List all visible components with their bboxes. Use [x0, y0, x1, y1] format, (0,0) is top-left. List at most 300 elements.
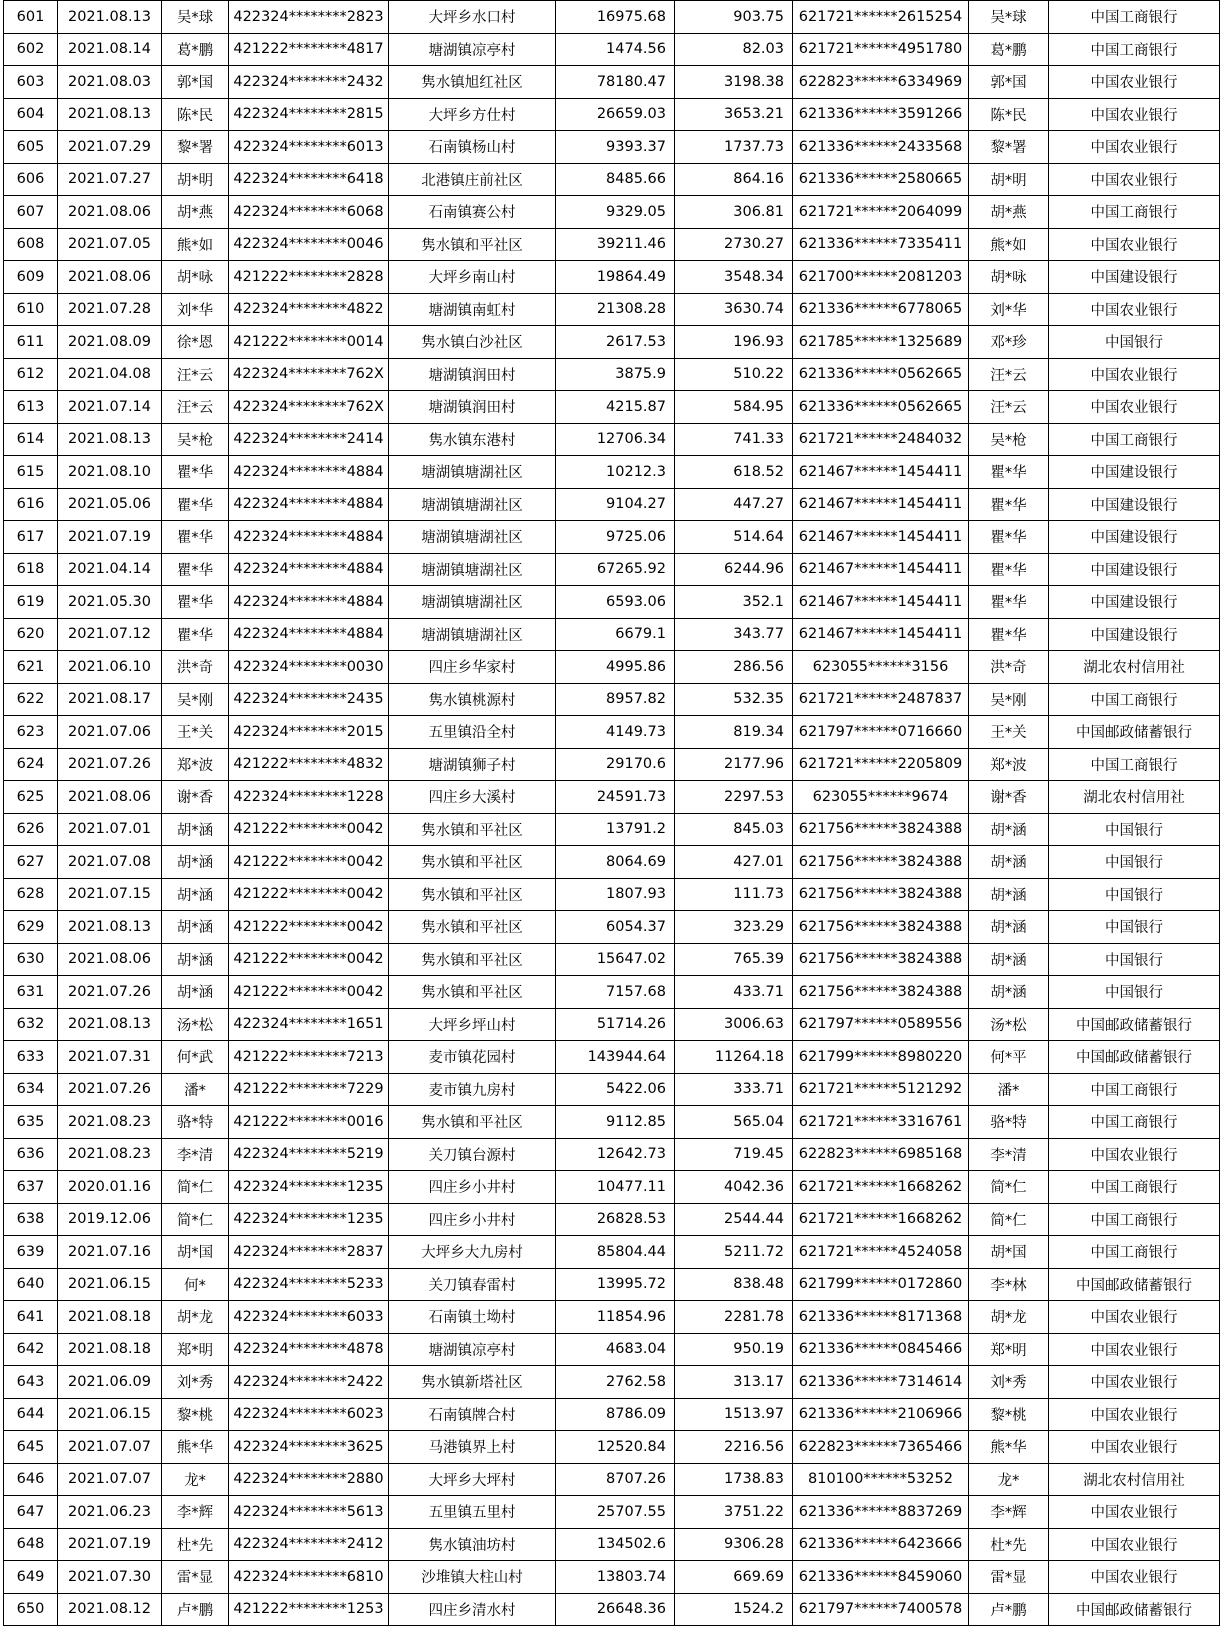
cell-amount: 16975.68: [556, 1, 675, 34]
cell-name: 瞿*华: [162, 586, 229, 619]
cell-account-holder: 王*关: [969, 716, 1049, 749]
cell-name: 胡*涵: [162, 878, 229, 911]
cell-account: 621721******3316761: [793, 1106, 969, 1139]
cell-seq: 623: [4, 716, 58, 749]
cell-account: 621756******3824388: [793, 878, 969, 911]
cell-subsidy: 565.04: [675, 1106, 793, 1139]
cell-subsidy: 2730.27: [675, 228, 793, 261]
cell-date: 2021.06.15: [58, 1268, 162, 1301]
cell-account: 621756******3824388: [793, 911, 969, 944]
cell-subsidy: 514.64: [675, 521, 793, 554]
table-row: [4, 1463, 1220, 1496]
cell-subsidy: 447.27: [675, 488, 793, 521]
cell-id-number: 422324********6068: [229, 196, 389, 229]
cell-address: 大坪乡大坪村: [389, 1463, 556, 1496]
cell-amount: 9112.85: [556, 1106, 675, 1139]
cell-account: 621721******1668262: [793, 1203, 969, 1236]
cell-address: 隽水镇旭红社区: [389, 66, 556, 99]
cell-subsidy: 427.01: [675, 846, 793, 879]
cell-account: 621336******7314614: [793, 1366, 969, 1399]
cell-date: 2021.04.14: [58, 553, 162, 586]
cell-bank: 中国银行: [1049, 846, 1220, 879]
cell-address: 隽水镇新塔社区: [389, 1366, 556, 1399]
cell-seq: 624: [4, 748, 58, 781]
cell-bank: 中国农业银行: [1049, 163, 1220, 196]
cell-id-number: 422324********5219: [229, 1138, 389, 1171]
cell-account-holder: 黎*署: [969, 131, 1049, 164]
cell-address: 石南镇土坳村: [389, 1301, 556, 1334]
cell-account-holder: 汪*云: [969, 358, 1049, 391]
cell-name: 简*仁: [162, 1171, 229, 1204]
table-row: [4, 586, 1220, 619]
cell-amount: 4995.86: [556, 651, 675, 684]
cell-date: 2021.07.28: [58, 293, 162, 326]
table-row: [4, 651, 1220, 684]
table-row: [4, 131, 1220, 164]
cell-account: 621721******4951780: [793, 33, 969, 66]
cell-address: 关刀镇春雷村: [389, 1268, 556, 1301]
cell-address: 大坪乡大九房村: [389, 1236, 556, 1269]
table-row: [4, 781, 1220, 814]
cell-seq: 613: [4, 391, 58, 424]
cell-account: 621721******2484032: [793, 423, 969, 456]
cell-account-holder: 吴*球: [969, 1, 1049, 34]
cell-account: 621336******8837269: [793, 1496, 969, 1529]
cell-id-number: 421222********0042: [229, 846, 389, 879]
cell-account-holder: 胡*明: [969, 163, 1049, 196]
cell-bank: 中国农业银行: [1049, 1366, 1220, 1399]
cell-id-number: 422324********2422: [229, 1366, 389, 1399]
cell-seq: 616: [4, 488, 58, 521]
cell-id-number: 422324********4822: [229, 293, 389, 326]
cell-amount: 134502.6: [556, 1528, 675, 1561]
cell-subsidy: 819.34: [675, 716, 793, 749]
cell-seq: 608: [4, 228, 58, 261]
cell-name: 刘*秀: [162, 1366, 229, 1399]
cell-amount: 13995.72: [556, 1268, 675, 1301]
cell-account-holder: 胡*涵: [969, 813, 1049, 846]
cell-date: 2021.08.13: [58, 1, 162, 34]
cell-address: 塘湖镇塘湖社区: [389, 488, 556, 521]
cell-amount: 6593.06: [556, 586, 675, 619]
cell-amount: 21308.28: [556, 293, 675, 326]
cell-date: 2021.07.26: [58, 976, 162, 1009]
cell-id-number: 422324********0046: [229, 228, 389, 261]
table-row: [4, 878, 1220, 911]
cell-name: 胡*国: [162, 1236, 229, 1269]
table-row: [4, 358, 1220, 391]
cell-id-number: 421222********0042: [229, 813, 389, 846]
cell-subsidy: 950.19: [675, 1333, 793, 1366]
cell-date: 2021.08.18: [58, 1333, 162, 1366]
cell-date: 2021.07.26: [58, 1073, 162, 1106]
cell-id-number: 422324********2432: [229, 66, 389, 99]
cell-amount: 11854.96: [556, 1301, 675, 1334]
cell-name: 黎*署: [162, 131, 229, 164]
cell-address: 隽水镇和平社区: [389, 943, 556, 976]
cell-subsidy: 4042.36: [675, 1171, 793, 1204]
cell-name: 葛*鹏: [162, 33, 229, 66]
cell-id-number: 422324********6023: [229, 1398, 389, 1431]
cell-account: 621467******1454411: [793, 521, 969, 554]
cell-name: 何*: [162, 1268, 229, 1301]
cell-account-holder: 李*辉: [969, 1496, 1049, 1529]
table-row: [4, 813, 1220, 846]
cell-id-number: 421222********0042: [229, 976, 389, 1009]
cell-date: 2021.07.14: [58, 391, 162, 424]
cell-bank: 中国建设银行: [1049, 456, 1220, 489]
cell-bank: 湖北农村信用社: [1049, 651, 1220, 684]
cell-seq: 630: [4, 943, 58, 976]
data-table: [3, 0, 1220, 1626]
cell-bank: 中国建设银行: [1049, 488, 1220, 521]
cell-seq: 619: [4, 586, 58, 619]
cell-address: 四庄乡华家村: [389, 651, 556, 684]
cell-amount: 78180.47: [556, 66, 675, 99]
cell-address: 隽水镇和平社区: [389, 228, 556, 261]
cell-subsidy: 2216.56: [675, 1431, 793, 1464]
cell-bank: 湖北农村信用社: [1049, 781, 1220, 814]
cell-address: 麦市镇九房村: [389, 1073, 556, 1106]
cell-bank: 中国邮政储蓄银行: [1049, 1041, 1220, 1074]
table-body: [4, 1, 1220, 1626]
cell-name: 吴*刚: [162, 683, 229, 716]
cell-name: 胡*燕: [162, 196, 229, 229]
cell-bank: 中国银行: [1049, 943, 1220, 976]
cell-account-holder: 黎*桃: [969, 1398, 1049, 1431]
cell-id-number: 422324********6418: [229, 163, 389, 196]
cell-id-number: 422324********4884: [229, 618, 389, 651]
cell-bank: 中国农业银行: [1049, 1431, 1220, 1464]
cell-subsidy: 323.29: [675, 911, 793, 944]
cell-address: 沙堆镇大柱山村: [389, 1561, 556, 1594]
cell-subsidy: 1738.83: [675, 1463, 793, 1496]
cell-subsidy: 3548.34: [675, 261, 793, 294]
cell-bank: 中国农业银行: [1049, 1138, 1220, 1171]
cell-seq: 614: [4, 423, 58, 456]
cell-account: 621721******2615254: [793, 1, 969, 34]
cell-account-holder: 郭*国: [969, 66, 1049, 99]
cell-account-holder: 郑*波: [969, 748, 1049, 781]
cell-id-number: 421222********0014: [229, 326, 389, 359]
cell-date: 2021.05.30: [58, 586, 162, 619]
cell-address: 隽水镇桃源村: [389, 683, 556, 716]
cell-address: 麦市镇花园村: [389, 1041, 556, 1074]
table-row: [4, 66, 1220, 99]
cell-name: 汤*松: [162, 1008, 229, 1041]
cell-seq: 649: [4, 1561, 58, 1594]
cell-amount: 26828.53: [556, 1203, 675, 1236]
cell-bank: 中国建设银行: [1049, 521, 1220, 554]
cell-name: 黎*桃: [162, 1398, 229, 1431]
cell-account-holder: 熊*如: [969, 228, 1049, 261]
cell-name: 胡*涵: [162, 846, 229, 879]
cell-date: 2021.07.31: [58, 1041, 162, 1074]
cell-subsidy: 5211.72: [675, 1236, 793, 1269]
cell-account-holder: 胡*涵: [969, 911, 1049, 944]
cell-subsidy: 845.03: [675, 813, 793, 846]
cell-account: 622823******6334969: [793, 66, 969, 99]
cell-account: 622823******6985168: [793, 1138, 969, 1171]
cell-id-number: 422324********3625: [229, 1431, 389, 1464]
cell-id-number: 422324********4884: [229, 521, 389, 554]
cell-id-number: 422324********4884: [229, 488, 389, 521]
cell-date: 2021.06.15: [58, 1398, 162, 1431]
cell-account: 621721******2205809: [793, 748, 969, 781]
cell-bank: 中国农业银行: [1049, 293, 1220, 326]
cell-subsidy: 352.1: [675, 586, 793, 619]
cell-account: 621756******3824388: [793, 976, 969, 1009]
cell-account: 621799******0172860: [793, 1268, 969, 1301]
cell-seq: 632: [4, 1008, 58, 1041]
cell-address: 塘湖镇塘湖社区: [389, 521, 556, 554]
cell-date: 2021.08.13: [58, 911, 162, 944]
cell-seq: 604: [4, 98, 58, 131]
cell-account-holder: 瞿*华: [969, 618, 1049, 651]
cell-address: 大坪乡坪山村: [389, 1008, 556, 1041]
cell-account: 621785******1325689: [793, 326, 969, 359]
cell-date: 2020.01.16: [58, 1171, 162, 1204]
cell-bank: 中国建设银行: [1049, 553, 1220, 586]
cell-name: 徐*恩: [162, 326, 229, 359]
cell-account: 621721******2487837: [793, 683, 969, 716]
cell-address: 大坪乡南山村: [389, 261, 556, 294]
cell-subsidy: 82.03: [675, 33, 793, 66]
cell-date: 2021.07.27: [58, 163, 162, 196]
cell-subsidy: 765.39: [675, 943, 793, 976]
cell-account: 623055******3156: [793, 651, 969, 684]
cell-subsidy: 2297.53: [675, 781, 793, 814]
cell-seq: 629: [4, 911, 58, 944]
cell-account: 621756******3824388: [793, 846, 969, 879]
cell-account: 621721******2064099: [793, 196, 969, 229]
cell-amount: 24591.73: [556, 781, 675, 814]
cell-account-holder: 龙*: [969, 1463, 1049, 1496]
cell-date: 2021.06.23: [58, 1496, 162, 1529]
cell-address: 隽水镇和平社区: [389, 878, 556, 911]
cell-account: 621797******7400578: [793, 1593, 969, 1626]
cell-id-number: 422324********2837: [229, 1236, 389, 1269]
cell-seq: 609: [4, 261, 58, 294]
cell-account: 621756******3824388: [793, 943, 969, 976]
cell-id-number: 422324********1228: [229, 781, 389, 814]
cell-account: 621336******2106966: [793, 1398, 969, 1431]
cell-subsidy: 838.48: [675, 1268, 793, 1301]
cell-address: 关刀镇台源村: [389, 1138, 556, 1171]
cell-date: 2021.08.03: [58, 66, 162, 99]
cell-seq: 617: [4, 521, 58, 554]
cell-seq: 637: [4, 1171, 58, 1204]
cell-seq: 635: [4, 1106, 58, 1139]
cell-name: 潘*: [162, 1073, 229, 1106]
cell-date: 2021.07.05: [58, 228, 162, 261]
table-row: [4, 618, 1220, 651]
cell-date: 2021.07.06: [58, 716, 162, 749]
cell-name: 瞿*华: [162, 521, 229, 554]
cell-subsidy: 1513.97: [675, 1398, 793, 1431]
cell-seq: 621: [4, 651, 58, 684]
table-row: [4, 1398, 1220, 1431]
cell-name: 骆*特: [162, 1106, 229, 1139]
cell-id-number: 422324********5233: [229, 1268, 389, 1301]
cell-bank: 中国工商银行: [1049, 423, 1220, 456]
cell-bank: 中国银行: [1049, 813, 1220, 846]
cell-name: 胡*咏: [162, 261, 229, 294]
cell-date: 2021.07.19: [58, 1528, 162, 1561]
cell-address: 五里镇五里村: [389, 1496, 556, 1529]
table-row: [4, 1301, 1220, 1334]
cell-name: 郑*明: [162, 1333, 229, 1366]
cell-account-holder: 胡*涵: [969, 976, 1049, 1009]
cell-address: 塘湖镇狮子村: [389, 748, 556, 781]
cell-date: 2021.08.06: [58, 781, 162, 814]
cell-account: 621797******0716660: [793, 716, 969, 749]
cell-name: 熊*华: [162, 1431, 229, 1464]
cell-account: 621797******0589556: [793, 1008, 969, 1041]
cell-bank: 中国建设银行: [1049, 261, 1220, 294]
cell-name: 汪*云: [162, 391, 229, 424]
cell-subsidy: 333.71: [675, 1073, 793, 1106]
cell-id-number: 422324********1651: [229, 1008, 389, 1041]
cell-account: 621799******8980220: [793, 1041, 969, 1074]
cell-seq: 633: [4, 1041, 58, 1074]
table-row: [4, 1106, 1220, 1139]
table-row: [4, 423, 1220, 456]
cell-bank: 中国邮政储蓄银行: [1049, 716, 1220, 749]
cell-seq: 650: [4, 1593, 58, 1626]
cell-account-holder: 杜*先: [969, 1528, 1049, 1561]
cell-subsidy: 196.93: [675, 326, 793, 359]
cell-seq: 606: [4, 163, 58, 196]
cell-amount: 7157.68: [556, 976, 675, 1009]
cell-address: 隽水镇东港村: [389, 423, 556, 456]
cell-subsidy: 532.35: [675, 683, 793, 716]
cell-amount: 15647.02: [556, 943, 675, 976]
cell-id-number: 422324********6013: [229, 131, 389, 164]
cell-amount: 8957.82: [556, 683, 675, 716]
cell-amount: 8064.69: [556, 846, 675, 879]
cell-name: 瞿*华: [162, 456, 229, 489]
cell-id-number: 422324********1235: [229, 1171, 389, 1204]
cell-address: 石南镇赛公村: [389, 196, 556, 229]
cell-id-number: 422324********1235: [229, 1203, 389, 1236]
cell-account-holder: 骆*特: [969, 1106, 1049, 1139]
cell-address: 隽水镇和平社区: [389, 846, 556, 879]
cell-id-number: 422324********0030: [229, 651, 389, 684]
cell-id-number: 421222********7213: [229, 1041, 389, 1074]
cell-address: 四庄乡小井村: [389, 1203, 556, 1236]
cell-account-holder: 胡*燕: [969, 196, 1049, 229]
cell-account: 621336******8459060: [793, 1561, 969, 1594]
cell-bank: 湖北农村信用社: [1049, 1463, 1220, 1496]
table-row: [4, 943, 1220, 976]
cell-subsidy: 6244.96: [675, 553, 793, 586]
cell-bank: 中国农业银行: [1049, 1528, 1220, 1561]
cell-account-holder: 瞿*华: [969, 553, 1049, 586]
table-row: [4, 553, 1220, 586]
cell-account: 621700******2081203: [793, 261, 969, 294]
cell-seq: 643: [4, 1366, 58, 1399]
cell-id-number: 422324********4884: [229, 456, 389, 489]
cell-account-holder: 瞿*华: [969, 488, 1049, 521]
cell-account: 623055******9674: [793, 781, 969, 814]
cell-seq: 611: [4, 326, 58, 359]
cell-seq: 646: [4, 1463, 58, 1496]
cell-account-holder: 吴*枪: [969, 423, 1049, 456]
cell-account-holder: 简*仁: [969, 1171, 1049, 1204]
table-row: [4, 911, 1220, 944]
cell-seq: 610: [4, 293, 58, 326]
cell-address: 五里镇沿全村: [389, 716, 556, 749]
cell-subsidy: 741.33: [675, 423, 793, 456]
cell-amount: 1807.93: [556, 878, 675, 911]
cell-seq: 618: [4, 553, 58, 586]
cell-subsidy: 1737.73: [675, 131, 793, 164]
cell-account-holder: 陈*民: [969, 98, 1049, 131]
cell-account-holder: 简*仁: [969, 1203, 1049, 1236]
cell-account: 621336******7335411: [793, 228, 969, 261]
cell-account: 621336******2433568: [793, 131, 969, 164]
table-row: [4, 716, 1220, 749]
cell-seq: 636: [4, 1138, 58, 1171]
cell-date: 2021.08.23: [58, 1106, 162, 1139]
cell-account: 621721******1668262: [793, 1171, 969, 1204]
cell-account: 621336******0562665: [793, 391, 969, 424]
cell-amount: 4683.04: [556, 1333, 675, 1366]
cell-account: 621336******0562665: [793, 358, 969, 391]
cell-name: 胡*明: [162, 163, 229, 196]
cell-bank: 中国邮政储蓄银行: [1049, 1008, 1220, 1041]
cell-account-holder: 胡*涵: [969, 846, 1049, 879]
cell-bank: 中国工商银行: [1049, 1171, 1220, 1204]
cell-name: 郑*波: [162, 748, 229, 781]
cell-bank: 中国农业银行: [1049, 1398, 1220, 1431]
cell-name: 胡*涵: [162, 943, 229, 976]
table-row: [4, 261, 1220, 294]
cell-amount: 2762.58: [556, 1366, 675, 1399]
cell-id-number: 421222********0016: [229, 1106, 389, 1139]
cell-account-holder: 瞿*华: [969, 456, 1049, 489]
cell-address: 塘湖镇塘湖社区: [389, 553, 556, 586]
cell-bank: 中国农业银行: [1049, 98, 1220, 131]
cell-seq: 627: [4, 846, 58, 879]
cell-seq: 628: [4, 878, 58, 911]
cell-amount: 67265.92: [556, 553, 675, 586]
cell-subsidy: 618.52: [675, 456, 793, 489]
cell-address: 隽水镇和平社区: [389, 813, 556, 846]
cell-account-holder: 胡*涵: [969, 878, 1049, 911]
cell-name: 吴*枪: [162, 423, 229, 456]
cell-account-holder: 郑*明: [969, 1333, 1049, 1366]
cell-amount: 4215.87: [556, 391, 675, 424]
cell-bank: 中国银行: [1049, 878, 1220, 911]
cell-subsidy: 313.17: [675, 1366, 793, 1399]
cell-amount: 6679.1: [556, 618, 675, 651]
cell-bank: 中国农业银行: [1049, 1333, 1220, 1366]
cell-name: 胡*龙: [162, 1301, 229, 1334]
cell-name: 简*仁: [162, 1203, 229, 1236]
cell-name: 陈*民: [162, 98, 229, 131]
cell-amount: 9725.06: [556, 521, 675, 554]
cell-subsidy: 864.16: [675, 163, 793, 196]
cell-amount: 1474.56: [556, 33, 675, 66]
cell-bank: 中国农业银行: [1049, 1561, 1220, 1594]
cell-date: 2021.07.07: [58, 1463, 162, 1496]
cell-amount: 2617.53: [556, 326, 675, 359]
cell-account: 621721******5121292: [793, 1073, 969, 1106]
cell-amount: 10212.3: [556, 456, 675, 489]
cell-account: 621467******1454411: [793, 586, 969, 619]
